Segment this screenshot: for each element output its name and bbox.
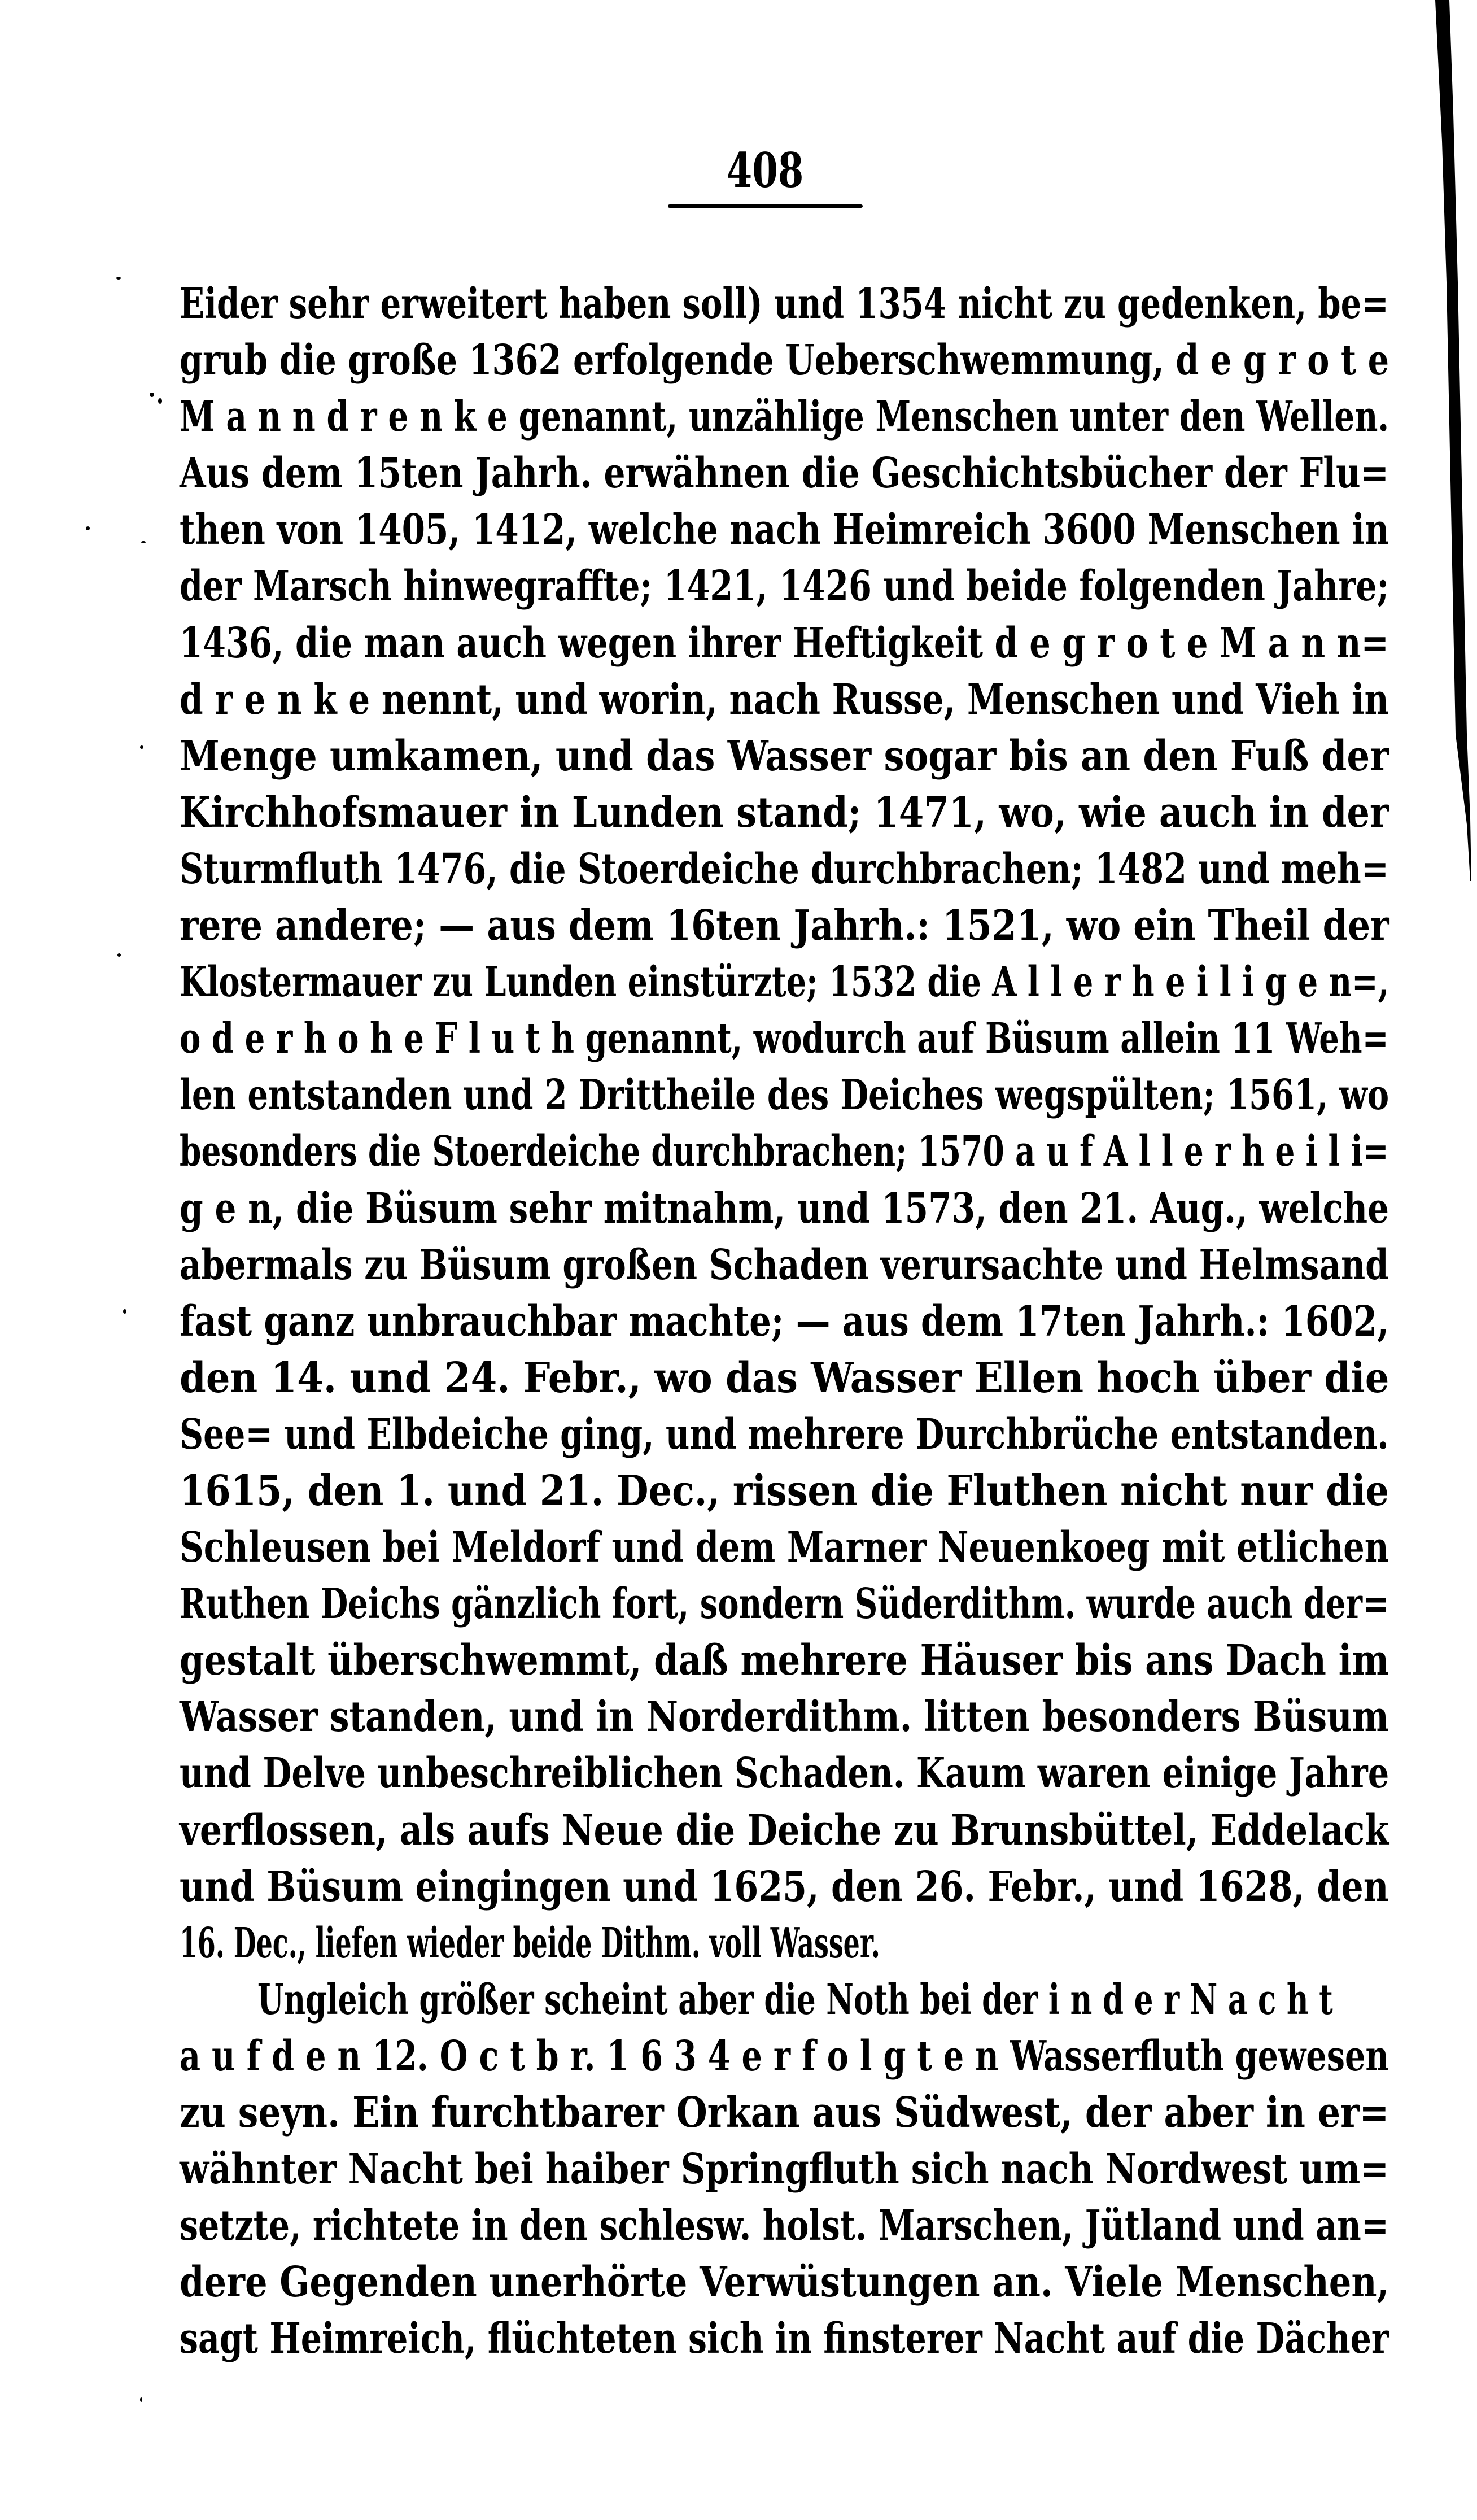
scan-speck — [86, 526, 90, 530]
text-line: Schleusen bei Meldorf und dem Marner Neuenkoeg mit etlichen — [180, 1523, 1389, 1572]
text-line: Sturmfluth 1476, die Stoerdeiche durchbrachen; 1482 und meh= — [180, 844, 1389, 893]
text-line: len entstanden und 2 Drittheile des Deiches wegspülten; 1561, wo — [180, 1071, 1389, 1120]
scan-speck — [141, 541, 146, 543]
body-text — [180, 276, 1389, 2367]
text-line: 1615, den 1. und 21. Dec., rissen die Fluthen nicht nur die — [180, 1466, 1389, 1515]
page-number: 408 — [726, 142, 804, 198]
text-line: then von 1405, 1412, welche nach Heimreich 3600 Menschen in — [180, 505, 1389, 555]
text-line: Eider sehr erweitert haben soll) und 1354 nicht zu gedenken, be= — [180, 280, 1389, 328]
scan-speck — [117, 953, 121, 957]
text-line: setzte, richtete in den schlesw. holst. Marschen, Jütland und an= — [180, 2201, 1389, 2251]
text-line: besonders die Stoerdeiche durchbrachen; 1570 a u f A l l e r h e i l i= — [180, 1127, 1389, 1176]
scan-speck — [123, 1309, 126, 1314]
text-line: a u f d e n 12. O c t b r. 1 6 3 4 e r f o l g t e n Wasserfluth gewesen — [180, 2031, 1389, 2081]
text-line: sagt Heimreich, flüchteten sich in finsterer Nacht auf die Dächer — [180, 2314, 1389, 2364]
text-line: wähnter Nacht bei haiber Springfluth sich nach Nordwest um= — [180, 2145, 1389, 2194]
text-line: 1436, die man auch wegen ihrer Heftigkeit d e g r o t e M a n n= — [180, 618, 1389, 668]
text-line: Menge umkamen, und das Wasser sogar bis an den Fuß der — [180, 731, 1389, 781]
text-line: d r e n k e nennt, und worin, nach Russe, Menschen und Vieh in — [180, 675, 1389, 724]
text-line: Wasser standen, und in Norderdithm. litten besonders Büsum — [180, 1693, 1389, 1742]
text-line: gestalt überschwemmt, daß mehrere Häuser bis ans Dach im — [180, 1636, 1389, 1685]
text-line: o d e r h o h e F l u t h genannt, wodurch auf Büsum allein 11 Weh= — [180, 1014, 1389, 1063]
scan-speck — [150, 393, 154, 397]
text-line: Ruthen Deichs gänzlich fort, sondern Süderdithm. wurde auch der= — [180, 1580, 1389, 1629]
text-line: g e n, die Büsum sehr mitnahm, und 1573, den 21. Aug., welche — [180, 1184, 1389, 1233]
header-rule — [668, 204, 863, 208]
text-line: und Delve unbeschreiblichen Schaden. Kaum waren einige Jahre — [180, 1749, 1389, 1798]
text-line: der Marsch hinwegraffte; 1421, 1426 und beide folgenden Jahre; — [180, 562, 1389, 611]
scan-speck — [140, 745, 143, 749]
text-line: 16. Dec., liefen wieder beide Dithm. voll Wasser. — [180, 1919, 880, 1968]
text-line: zu seyn. Ein furchtbarer Orkan aus Südwest, der aber in er= — [180, 2089, 1389, 2137]
scan-speck — [158, 398, 162, 404]
text-line: den 14. und 24. Febr., wo das Wasser Ellen hoch über die — [180, 1353, 1389, 1402]
scan-speck — [116, 277, 121, 280]
text-line: dere Gegenden unerhörte Verwüstungen an. Viele Menschen, — [180, 2258, 1389, 2307]
text-line: verflossen, als aufs Neue die Deiche zu Brunsbüttel, Eddelack — [180, 1806, 1389, 1855]
text-line: Klostermauer zu Lunden einstürzte; 1532 die A l l e r h e i l i g e n=, — [180, 958, 1389, 1007]
text-line: abermals zu Büsum großen Schaden verursachte und Helmsand — [180, 1240, 1389, 1289]
text-line: fast ganz unbrauchbar machte; — aus dem 17ten Jahrh.: 1602, — [180, 1297, 1389, 1346]
text-line: See= und Elbdeiche ging, und mehrere Durchbrüche entstanden. — [180, 1410, 1389, 1459]
text-line: grub die große 1362 erfolgende Ueberschwemmung, d e g r o t e — [180, 336, 1389, 385]
binding-edge-shadow — [1426, 0, 1477, 887]
scan-speck — [140, 2397, 142, 2402]
text-line: Kirchhofsmauer in Lunden stand; 1471, wo, wie auch in der — [180, 788, 1389, 837]
text-line: rere andere; — aus dem 16ten Jahrh.: 1521, wo ein Theil der — [180, 901, 1389, 951]
text-line: Ungleich größer scheint aber die Noth bei der i n d e r N a c h t — [257, 1975, 1333, 2024]
paragraph — [180, 276, 1389, 1972]
text-line: und Büsum eingingen und 1625, den 26. Febr., und 1628, den — [180, 1862, 1389, 1911]
paragraph — [180, 1972, 1389, 2368]
text-line: Aus dem 15ten Jahrh. erwähnen die Geschichtsbücher der Flu= — [180, 449, 1389, 498]
text-line: M a n n d r e n k e genannt, unzählige Menschen unter den Wellen. — [180, 393, 1389, 442]
